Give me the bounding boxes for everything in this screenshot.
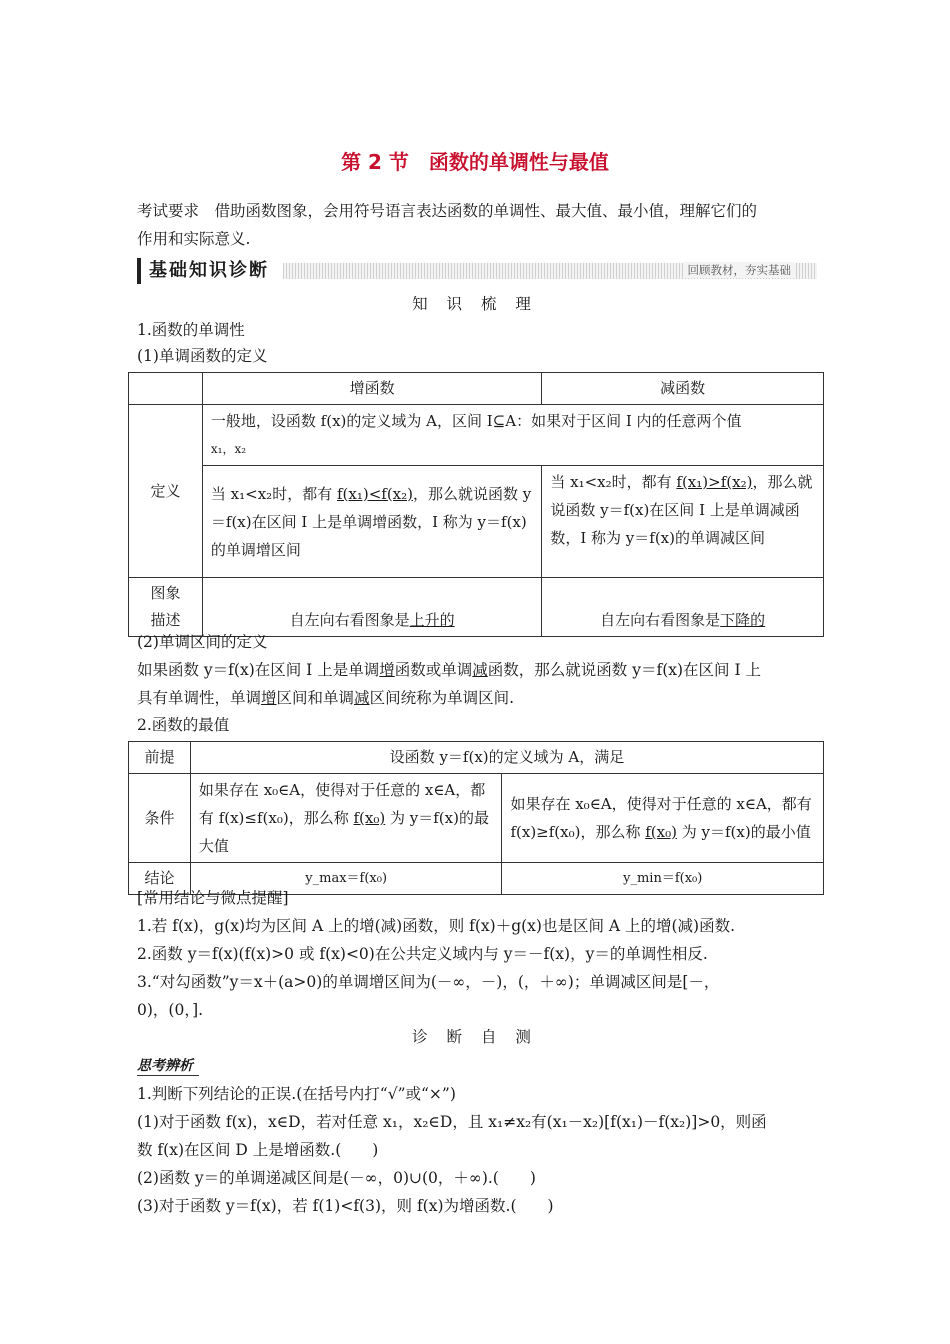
interval-b: 增 — [379, 661, 395, 679]
note-2: 2.函数 y＝f(x)(f(x)>0 或 f(x)<0)在公共定义域内与 y＝－f(x)，y＝的单调性相反. — [137, 945, 708, 963]
interval-line-2 — [137, 684, 817, 712]
banner-subtitle: 回顾教材，夯实基础 — [684, 262, 796, 278]
condition-max — [190, 774, 502, 863]
exam-requirement — [137, 197, 817, 253]
page-title: 第 2 节 函数的单调性与最值 — [341, 150, 609, 174]
section-banner — [137, 258, 817, 284]
interval-line-1 — [137, 656, 817, 684]
interval-i: 减 — [354, 689, 370, 707]
note-3-line-1: 3.“对勾函数”y＝x＋(a>0)的单调增区间为(－∞，－)，(，＋∞)；单调减区间是[－， — [137, 973, 720, 991]
question-1-2: (2)函数 y＝的单调递减区间是(－∞，0)∪(0，＋∞).( ) — [137, 1169, 536, 1187]
heading-monotonicity: 1.函数的单调性 — [137, 321, 245, 339]
definition-increasing — [202, 466, 541, 578]
section-heading-diagnosis: 诊 断 自 测 — [412, 1028, 538, 1046]
question-1-1-line-1: (1)对于函数 f(x)，x∈D，若对任意 x₁，x₂∈D，且 x₁≠x₂有(x₁－x₂)[f(x₁)－f(x₂)]>0，则函 — [137, 1113, 767, 1131]
condition-min — [502, 774, 824, 863]
notes-title: [常用结论与微点提醒] — [137, 889, 289, 907]
max-pre: 如果存在 x₀∈A，使得对于任意的 x∈A，都有 f(x)≤f(x₀)，那么称 — [198, 781, 486, 827]
min-pre: 如果存在 x₀∈A，使得对于任意的 x∈A，都有 f(x)≥f(x₀)，那么称 — [510, 795, 812, 841]
conclusion-min: y_min＝f(x₀) — [502, 863, 824, 895]
max-post: 为 y＝f(x)的最大值 — [198, 809, 489, 855]
label-condition: 条件 — [129, 774, 191, 863]
requirement-line-1: 考试要求 借助函数图象，会用符号语言表达函数的单调性、最大值、最小值，理解它们的 — [137, 202, 758, 220]
definition-common — [202, 405, 823, 466]
interval-d: 减 — [472, 661, 488, 679]
question-1-1-line-2: 数 f(x)在区间 D 上是增函数.( ) — [137, 1141, 379, 1159]
conclusion-max: y_max＝f(x₀) — [190, 863, 502, 895]
interval-f: 具有单调性，单调 — [137, 689, 262, 707]
graph-dec-pre: 自左向右看图象是 — [600, 611, 721, 629]
interval-g: 增 — [261, 689, 277, 707]
monotonic-definition-table — [128, 372, 824, 637]
heading-definition: (1)单调函数的定义 — [137, 347, 268, 365]
interval-e: 函数，那么就说函数 y＝f(x)在区间 I 上 — [487, 661, 762, 679]
question-1: 1.判断下列结论的正误.(在括号内打“√”或“×”) — [137, 1085, 456, 1103]
banner-label: 基础知识诊断 — [137, 258, 275, 284]
table1-corner — [129, 373, 203, 405]
definition-common-line-2: x₁，x₂ — [210, 442, 247, 456]
max-value: f(x₀) — [353, 809, 386, 827]
interval-h: 区间和单调 — [276, 689, 355, 707]
label-conclusion: 结论 — [129, 863, 191, 895]
extrema-table — [128, 741, 824, 895]
graph-inc-rising: 上升的 — [409, 611, 455, 629]
dec-text-post: ，那么就说函数 y＝f(x)在区间 I 上是单调减函数，I 称为 y＝f(x)的单调减区间 — [550, 473, 813, 547]
inc-text-pre: 当 x₁<x₂时，都有 — [210, 484, 337, 503]
premise-text: 设函数 y＝f(x)的定义域为 A，满足 — [190, 742, 823, 774]
label-premise: 前提 — [129, 742, 191, 774]
note-3-line-2: 0)，(0，]. — [137, 1001, 204, 1019]
interval-j: 区间统称为单调区间. — [369, 689, 514, 707]
heading-interval: (2)单调区间的定义 — [137, 633, 268, 651]
interval-a: 如果函数 y＝f(x)在区间 I 上是单调 — [137, 661, 380, 679]
header-decreasing: 减函数 — [542, 373, 824, 405]
section-heading-knowledge: 知 识 梳 理 — [412, 295, 538, 313]
inc-condition: f(x₁)<f(x₂) — [336, 484, 413, 503]
graph-inc-pre: 自左向右看图象是 — [289, 611, 410, 629]
question-1-3: (3)对于函数 y＝f(x)，若 f(1)<f(3)，则 f(x)为增函数.( ) — [137, 1197, 554, 1215]
note-1: 1.若 f(x)，g(x)均为区间 A 上的增(减)函数，则 f(x)＋g(x)也是区间 A 上的增(减)函数. — [137, 917, 736, 935]
min-value: f(x₀) — [645, 823, 677, 841]
header-increasing: 增函数 — [202, 373, 541, 405]
interval-paragraph — [137, 656, 817, 712]
think-label: 思考辨析 — [137, 1055, 199, 1076]
definition-common-line-1: 一般地，设函数 f(x)的定义域为 A，区间 I⊆A：如果对于区间 I 内的任意两个值 — [210, 412, 742, 430]
dec-text-pre: 当 x₁<x₂时，都有 — [550, 473, 677, 491]
inc-text-post: ，那么就说函数 y＝f(x)在区间 I 上是单调增函数，I 称为 y＝f(x)的单调增区间 — [210, 484, 532, 559]
row-label-graph-1: 图象 — [150, 584, 181, 602]
row-label-graph-2: 描述 — [150, 611, 181, 629]
row-label-definition: 定义 — [129, 405, 203, 578]
dec-condition: f(x₁)>f(x₂) — [676, 473, 753, 491]
graph-dec-falling: 下降的 — [720, 611, 766, 629]
min-post: 为 y＝f(x)的最小值 — [676, 823, 811, 841]
definition-decreasing — [542, 466, 824, 578]
heading-extrema: 2.函数的最值 — [137, 716, 230, 734]
requirement-line-2: 作用和实际意义. — [137, 230, 251, 248]
interval-c: 函数或单调 — [394, 661, 473, 679]
